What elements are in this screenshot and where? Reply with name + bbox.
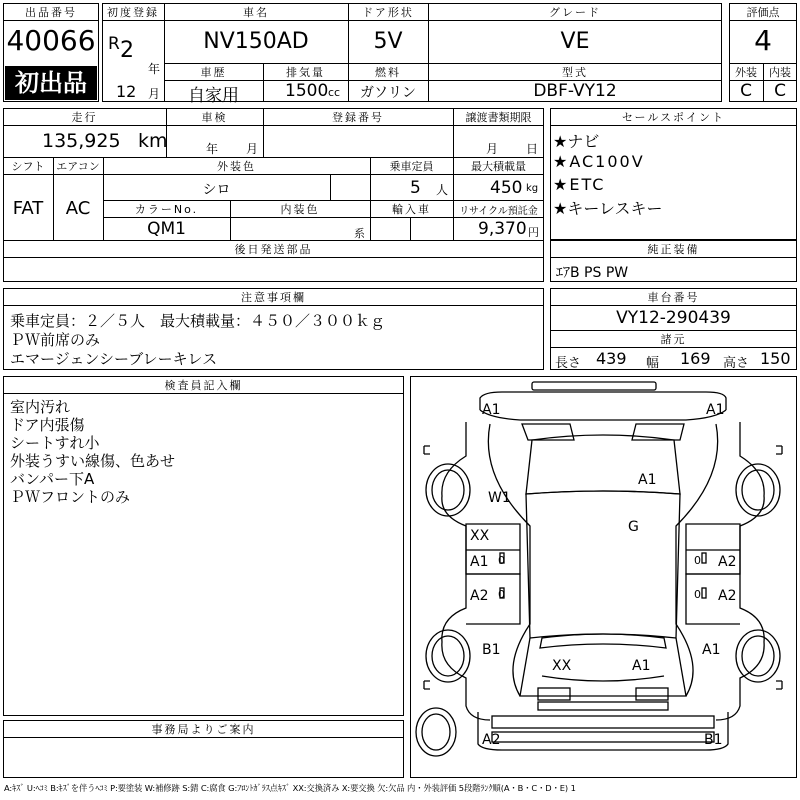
- transfer-day-suffix: 日: [526, 142, 539, 156]
- interior-score: C: [774, 81, 786, 101]
- door-type: 5V: [373, 29, 403, 54]
- tail-light-right: [636, 688, 668, 700]
- first-reg-month: 12: [116, 82, 137, 101]
- inspection-month-suffix: 月: [246, 142, 259, 156]
- mark-right-front-door: A2: [718, 554, 737, 570]
- ac-label: エアコン: [56, 160, 100, 173]
- mark-right-front-zero: 0: [694, 554, 701, 567]
- later-parts-label: 後日発送部品: [234, 243, 313, 256]
- mark-top-left: A1: [482, 402, 501, 418]
- sales-points-box: [550, 108, 797, 240]
- exterior-label: 外装: [735, 66, 757, 79]
- registration-number-label: 登録番号: [332, 111, 384, 124]
- mark-left-rear-fender: B1: [482, 642, 501, 658]
- displacement: 1500: [285, 81, 329, 101]
- air-conditioner: AC: [65, 198, 91, 219]
- fuel-label: 燃料: [375, 66, 401, 79]
- max-load-label: 最大積載量: [471, 160, 526, 173]
- front-bumper: [532, 382, 656, 390]
- mark-left-front-xx: XX: [470, 528, 490, 544]
- mark-left-rear-door: A2: [470, 588, 489, 604]
- car-name-label: 車名: [243, 6, 269, 19]
- first-listing-badge: 初出品: [5, 66, 97, 100]
- spare-wheel: [416, 708, 456, 756]
- height: 150: [760, 349, 791, 368]
- rear-bumper-top: [538, 702, 668, 710]
- displacement-label: 排気量: [286, 66, 325, 79]
- model: DBF-VY12: [533, 81, 617, 101]
- exterior-color: シロ: [202, 182, 231, 198]
- color-number-label: カラーNo.: [134, 203, 199, 216]
- roof: [526, 491, 680, 638]
- width-label: 幅: [646, 356, 660, 371]
- score: 4: [754, 24, 772, 57]
- person-unit: 人: [436, 183, 449, 197]
- inspector-note-line: バンパー下A: [10, 470, 95, 488]
- interior-color-label: 内装色: [280, 203, 320, 216]
- mark-bottom-left: A2: [482, 732, 501, 748]
- era: R: [108, 34, 120, 54]
- recycle-deposit: 9,370: [478, 219, 527, 239]
- lot-number-label: 出品番号: [25, 6, 77, 19]
- equipment-value: ｴｱB PS PW: [556, 265, 629, 281]
- height-label: 高さ: [723, 356, 750, 371]
- inspector-note-line: 室内汚れ: [10, 398, 71, 416]
- mark-right-rear-door: A2: [718, 588, 737, 604]
- sales-point-item: ★AC100V: [553, 152, 645, 171]
- inspection-label: 車検: [201, 111, 228, 124]
- exterior-score: C: [740, 81, 752, 101]
- front-panel: [480, 392, 726, 410]
- mark-left-rear-zero: 0: [498, 588, 505, 601]
- inspector-note-line: シートすれ小: [10, 434, 100, 452]
- legend: A:ｷｽﾞ U:ﾍｺﾐ B:ｷｽﾞを伴うﾍｺﾐ P:要塗装 W:補修跡 S:錆 C:腐食 G:ﾌﾛﾝﾄｶﾞﾗｽ点ｷｽﾞ XX:交換済み X:要交換 欠:欠品 内・外装評価 5段階ﾗﾝｸ順(A・B・C・D・E) 1: [4, 783, 576, 793]
- mark-rear-a1: A1: [632, 658, 651, 674]
- chassis-number: VY12-290439: [616, 308, 731, 328]
- yen-unit: 円: [528, 226, 539, 239]
- import-label: 輸入車: [392, 203, 431, 216]
- score-label: 評価点: [746, 6, 780, 19]
- sales-points-label: セールスポイント: [621, 111, 725, 124]
- inspector-note-line: ＰＷフロントのみ: [10, 488, 131, 506]
- kg-unit: kg: [526, 183, 539, 194]
- color-number: QM1: [147, 219, 186, 239]
- inspector-notes-label: 検査員記入欄: [164, 379, 243, 392]
- mark-top-right: A1: [706, 402, 725, 418]
- capacity-label: 乗車定員: [389, 160, 434, 173]
- wheel-rear-left: [426, 630, 470, 682]
- mark-right-rear-zero: 0: [694, 588, 701, 601]
- mileage: 135,925: [42, 130, 121, 152]
- length: 439: [596, 349, 627, 368]
- car-diagram: [410, 376, 797, 778]
- lot-number: 40066: [6, 24, 96, 57]
- interior-label: 内装: [769, 66, 791, 79]
- mileage-label: 走行: [71, 111, 98, 124]
- notes-label: 注意事項欄: [241, 291, 306, 304]
- length-label: 長さ: [555, 356, 582, 371]
- mark-right-rear-fender: A1: [702, 642, 721, 658]
- mark-roof: A1: [638, 472, 657, 488]
- rear-gate: [478, 712, 728, 750]
- sales-point-item: ★ナビ: [553, 132, 600, 151]
- chassis-label: 車台番号: [647, 291, 700, 304]
- note-line: エマージェンシーブレーキレス: [10, 350, 218, 368]
- grade: VE: [560, 29, 590, 54]
- note-line: ＰＷ前席のみ: [10, 331, 101, 349]
- inspection-year-suffix: 年: [206, 142, 219, 156]
- windshield: [526, 435, 680, 494]
- capacity: 5: [410, 178, 421, 198]
- era-year: 2: [120, 38, 134, 63]
- recycle-label: リサイクル預託金: [459, 206, 538, 217]
- first-reg-label: 初度登録: [107, 6, 159, 19]
- inspector-note-line: 外装うすい線傷、色あせ: [10, 452, 176, 470]
- mark-rear-xx: XX: [552, 658, 572, 674]
- sales-point-item: ★キーレスキー: [553, 199, 663, 218]
- exterior-color-label: 外装色: [217, 160, 256, 173]
- shift: FAT: [12, 198, 44, 219]
- year-suffix: 年: [148, 62, 161, 76]
- mark-left-front-door: A1: [470, 554, 489, 570]
- month-suffix: 月: [148, 87, 161, 101]
- inspector-note-line: ドア内張傷: [10, 416, 85, 434]
- note-line: 乗車定員：２／５人 最大積載量：４５０／３００ｋｇ: [10, 312, 386, 330]
- max-load: 450: [490, 178, 523, 198]
- fuel: ガソリン: [360, 85, 416, 101]
- office-notice-label: 事務局よりご案内: [151, 723, 256, 736]
- door-label: ドア形状: [362, 6, 414, 19]
- mark-bottom-right: B1: [704, 732, 723, 748]
- rear-window: [540, 634, 666, 648]
- dimensions-label: 諸元: [660, 333, 687, 346]
- history-label: 車歴: [200, 66, 227, 79]
- mark-glass: G: [628, 519, 639, 535]
- wheel-rear-right: [736, 630, 780, 682]
- history: 自家用: [188, 86, 239, 106]
- mark-left-front-zero: 0: [498, 554, 505, 567]
- sales-point-item: ★ETC: [553, 175, 606, 194]
- car-name: NV150AD: [203, 29, 309, 54]
- width: 169: [680, 349, 711, 368]
- interior-color-suffix: 系: [354, 227, 365, 240]
- transfer-month-suffix: 月: [486, 142, 499, 156]
- transfer-docs-label: 譲渡書類期限: [465, 111, 532, 124]
- model-label: 型式: [562, 66, 588, 79]
- cc-unit: cc: [328, 86, 341, 99]
- tail-light-left: [538, 688, 570, 700]
- shift-label: シフト: [11, 160, 45, 173]
- mark-hood-w: W1: [488, 490, 511, 506]
- km-unit: km: [138, 130, 168, 152]
- equipment-label: 純正装備: [647, 243, 700, 256]
- grade-label: グレード: [549, 6, 601, 19]
